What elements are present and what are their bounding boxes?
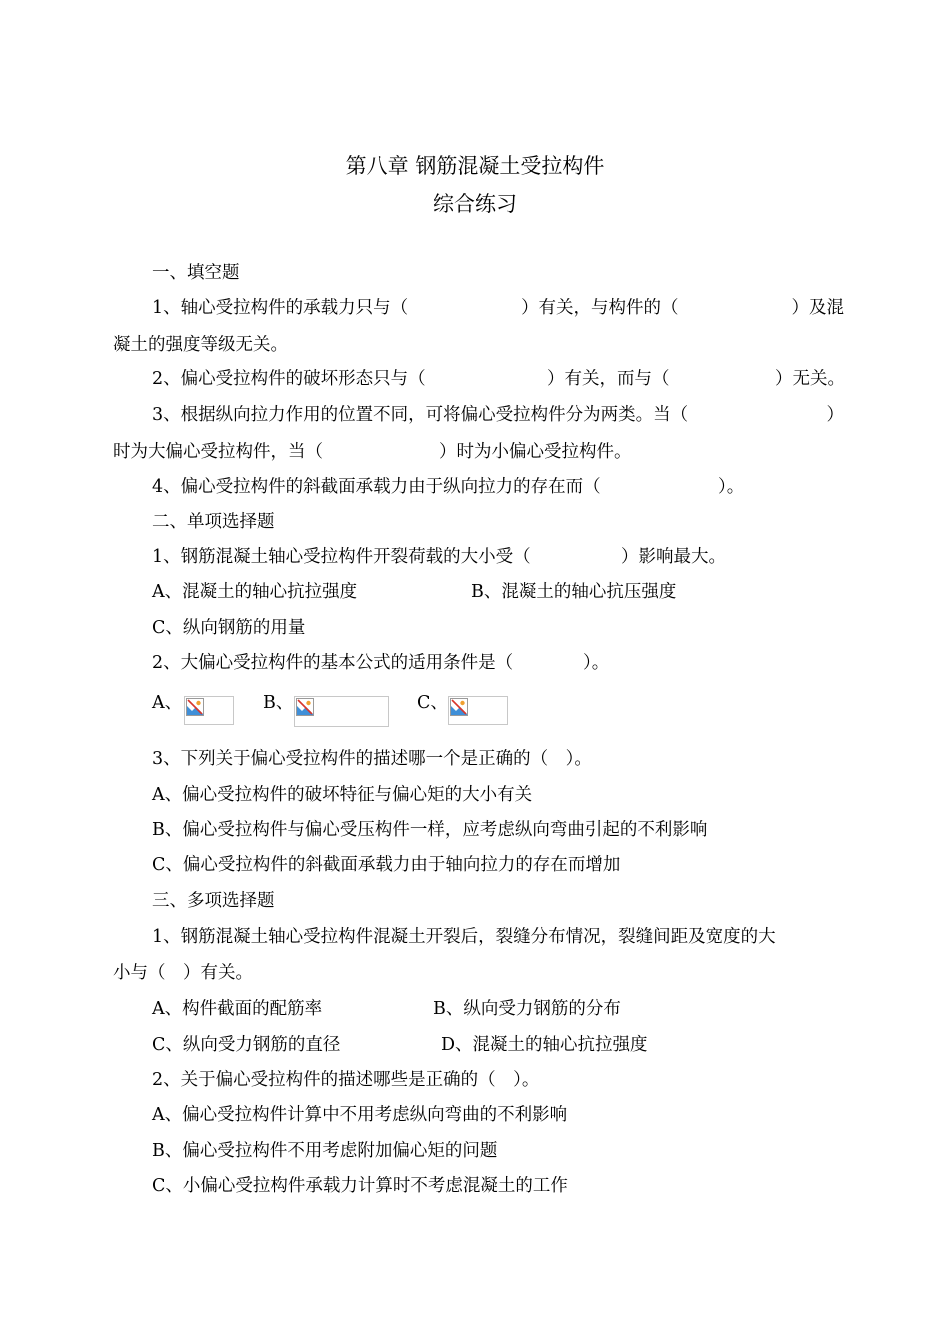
- text: ）有关，而与（: [547, 369, 670, 389]
- option-2-1-a: A、混凝土的轴心抗拉强度: [152, 582, 358, 602]
- text: ）。: [583, 653, 610, 673]
- broken-image-icon: [450, 698, 468, 716]
- page-subtitle: 综合练习: [433, 192, 517, 216]
- text: ）及混: [791, 298, 844, 318]
- text: ）无关。: [775, 369, 845, 389]
- text: ）: [826, 405, 844, 425]
- question-1-1: [152, 296, 844, 320]
- question-3-1: [152, 925, 844, 949]
- section-heading-fill-blank: 一、填空题: [152, 263, 240, 283]
- option-2-3-a: A、偏心受拉构件的破坏特征与偏心矩的大小有关: [152, 785, 533, 805]
- text: 4、偏心受拉构件的斜截面承载力由于纵向拉力的存在而（: [152, 477, 601, 497]
- text: 1、钢筋混凝土轴心受拉构件混凝土开裂后，裂缝分布情况，裂缝间距及宽度的大: [152, 927, 776, 947]
- question-1-3: [152, 403, 844, 427]
- section-heading-single-choice: 二、单项选择题: [152, 512, 275, 532]
- option-3-2-a: A、偏心受拉构件计算中不用考虑纵向弯曲的不利影响: [152, 1105, 568, 1125]
- option-3-2-c: C、小偏心受拉构件承载力计算时不考虑混凝土的工作: [152, 1176, 568, 1196]
- text: 1、轴心受拉构件的承载力只与（: [152, 298, 409, 318]
- broken-image-icon: [186, 698, 204, 716]
- question-1-2: [152, 367, 845, 391]
- option-3-1-d: D、混凝土的轴心抗拉强度: [441, 1035, 648, 1055]
- option-2-1-b: B、混凝土的轴心抗压强度: [471, 582, 677, 602]
- question-1-3-cont: [113, 440, 632, 464]
- text: ）影响最大。: [621, 547, 726, 567]
- question-3-2: 2、关于偏心受拉构件的描述哪些是正确的（ ）。: [152, 1070, 540, 1090]
- text: ）有关，与构件的（: [521, 298, 679, 318]
- text: 1、钢筋混凝土轴心受拉构件开裂荷载的大小受（: [152, 547, 531, 567]
- text: ）。: [718, 477, 745, 497]
- option-2-2-b-label: B、: [263, 693, 294, 713]
- question-2-2: [152, 651, 610, 675]
- chapter-title: 第八章 钢筋混凝土受拉构件: [345, 154, 605, 178]
- text: 时为大偏心受拉构件，当（: [113, 442, 323, 462]
- option-3-1-c: C、纵向受力钢筋的直径: [152, 1035, 341, 1055]
- option-2-3-c: C、偏心受拉构件的斜截面承载力由于轴向拉力的存在而增加: [152, 855, 621, 875]
- option-2-3-b: B、偏心受拉构件与偏心受压构件一样，应考虑纵向弯曲引起的不利影响: [152, 820, 708, 840]
- question-1-4: [152, 475, 745, 499]
- section-heading-multi-choice: 三、多项选择题: [152, 891, 275, 911]
- question-2-3: 3、下列关于偏心受拉构件的描述哪一个是正确的（ ）。: [152, 749, 592, 769]
- text: 2、偏心受拉构件的破坏形态只与（: [152, 369, 426, 389]
- option-3-1-b: B、纵向受力钢筋的分布: [433, 999, 621, 1019]
- option-3-1-a: A、构件截面的配筋率: [152, 999, 323, 1019]
- question-1-1-cont: 凝土的强度等级无关。: [113, 335, 288, 355]
- text: 2、大偏心受拉构件的基本公式的适用条件是（: [152, 653, 514, 673]
- text: ）时为小偏心受拉构件。: [439, 442, 632, 462]
- option-2-2-c-label: C、: [417, 693, 448, 713]
- formula-image-b: [294, 696, 389, 727]
- option-2-1-c: C、纵向钢筋的用量: [152, 618, 306, 638]
- question-3-1-cont: 小与（ ）有关。: [113, 963, 253, 983]
- text: 3、根据纵向拉力作用的位置不同，可将偏心受拉构件分为两类。当（: [152, 405, 689, 425]
- formula-image-c: [448, 696, 508, 725]
- broken-image-icon: [296, 698, 314, 716]
- formula-image-a: [184, 696, 234, 725]
- option-2-2-a-label: A、: [152, 693, 183, 713]
- option-3-2-b: B、偏心受拉构件不用考虑附加偏心矩的问题: [152, 1141, 498, 1161]
- question-2-1: [152, 545, 726, 569]
